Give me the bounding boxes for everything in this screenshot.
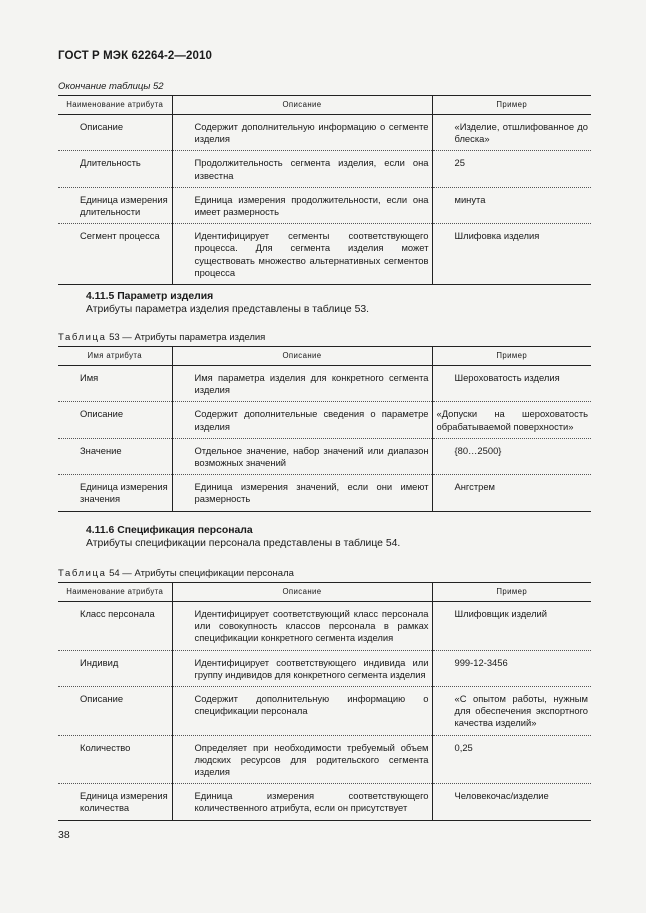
attr-example: «С опытом работы, нужным для обеспечения экспортного качества изделий» — [454, 693, 588, 729]
table-row — [58, 687, 591, 736]
table-row — [58, 602, 591, 651]
table-53 — [58, 346, 591, 512]
attr-name: Длительность — [80, 157, 141, 169]
section-4-11-5 — [86, 291, 369, 315]
attr-desc: Отдельное значение, набор значений или диапазон возможных значений — [194, 444, 429, 469]
attr-example: Шлифовка изделия — [454, 230, 540, 242]
table52-col-desc: Описание — [172, 96, 432, 115]
section-title: 4.11.6 Спецификация персонала — [86, 525, 253, 536]
attr-example: 25 — [454, 157, 465, 169]
attr-desc: Единица измерения продолжительности, если она имеет размерность — [194, 193, 429, 218]
attr-desc: Продолжительность сегмента изделия, если она известна — [194, 157, 429, 181]
section-4-11-6 — [86, 525, 400, 549]
attr-desc: Единица измерения соответствующего количественного атрибута, если он присутствует — [194, 790, 429, 814]
table-52 — [58, 95, 591, 285]
attr-example: «Допуски на шероховатость обрабатываемой поверхности» — [436, 408, 588, 432]
table54-caption: Таблица 54 — Атрибуты спецификации персонала — [58, 568, 294, 579]
attr-example: 999-12-3456 — [454, 656, 508, 668]
attr-name: Класс персонала — [80, 608, 155, 619]
table-row — [58, 151, 591, 187]
table-row — [58, 438, 591, 474]
attr-desc: Идентифицирует сегменты соответствующего процесса. Для сегмента изделия может существовать множество альтернативных сегментов процесса — [194, 230, 429, 278]
attr-name: Индивид — [80, 656, 119, 668]
attr-name: Сегмент процесса — [80, 230, 160, 242]
attr-example: минута — [454, 193, 486, 205]
attr-desc: Имя параметра изделия для конкретного сегмента изделия — [194, 372, 429, 396]
table52-col-example: Пример — [432, 96, 591, 115]
attr-desc: Идентифицирует соответствующий класс персонала или совокупность классов персонала в рамках спецификации конкретного сегмента изделия — [194, 608, 429, 644]
table54-col-desc: Описание — [172, 583, 432, 602]
attr-example: «Изделие, отшлифованное до блеска» — [454, 121, 588, 145]
attr-name: Описание — [80, 693, 124, 705]
table-row — [58, 187, 591, 223]
attr-example: Шлифовщик изделий — [454, 608, 548, 619]
attr-desc: Содержит дополнительную информацию о сегменте изделия — [194, 121, 429, 145]
table53-header-row — [58, 347, 591, 366]
attr-desc: Определяет при необходимости требуемый объем людских ресурсов для родительского сегмента изделия — [194, 741, 429, 778]
table52-header-row — [58, 96, 591, 115]
attr-example: Человекочас/изделие — [454, 790, 549, 802]
table-row — [58, 650, 591, 686]
attr-desc: Идентифицирует соответствующего индивида или группу индивидов для конкретного сегмента изделия — [194, 656, 429, 680]
table54-col-name: Наименование атрибута — [58, 583, 172, 602]
table52-caption: Окончание таблицы 52 — [58, 81, 164, 92]
attr-example: {80…2500} — [454, 444, 502, 456]
table-row — [58, 366, 591, 402]
table-row — [58, 402, 591, 438]
table-row — [58, 115, 591, 151]
table-54 — [58, 582, 591, 821]
page-number: 38 — [58, 829, 70, 841]
attr-example: Шероховатость изделия — [454, 372, 560, 383]
attr-name: Значение — [80, 444, 122, 456]
table54-header-row — [58, 583, 591, 602]
attr-desc: Содержит дополнительные сведения о параметре изделия — [194, 408, 429, 432]
table53-col-example: Пример — [432, 347, 591, 366]
table53-caption: Таблица 53 — Атрибуты параметра изделия — [58, 332, 266, 343]
attr-desc: Единица измерения значений, если они имеют размерность — [194, 481, 429, 505]
attr-desc: Содержит дополнительную информацию о спецификации персонала — [194, 693, 429, 717]
section-text: Атрибуты параметра изделия представлены в таблице 53. — [86, 304, 370, 315]
table53-col-name: Имя атрибута — [58, 347, 172, 366]
attr-name: Единица измерения количества — [80, 790, 168, 814]
table52-col-name: Наименование атрибута — [58, 96, 172, 115]
attr-name: Количество — [80, 741, 131, 753]
table-row — [58, 735, 591, 784]
attr-example: Ангстрем — [454, 481, 495, 493]
attr-name: Единица измерения длительности — [80, 193, 168, 218]
table53-col-desc: Описание — [172, 347, 432, 366]
table54-col-example: Пример — [432, 583, 591, 602]
table-row — [58, 224, 591, 285]
document-header: ГОСТ Р МЭК 62264-2—2010 — [58, 50, 212, 62]
section-title: 4.11.5 Параметр изделия — [86, 291, 214, 302]
table-row — [58, 475, 591, 511]
attr-name: Описание — [80, 121, 124, 132]
attr-name: Имя — [80, 372, 99, 383]
attr-name: Описание — [80, 408, 124, 420]
attr-example: 0,25 — [454, 741, 473, 753]
attr-name: Единица измерения значения — [80, 481, 168, 505]
table-row — [58, 784, 591, 820]
section-text: Атрибуты спецификации персонала представлены в таблице 54. — [86, 538, 401, 549]
